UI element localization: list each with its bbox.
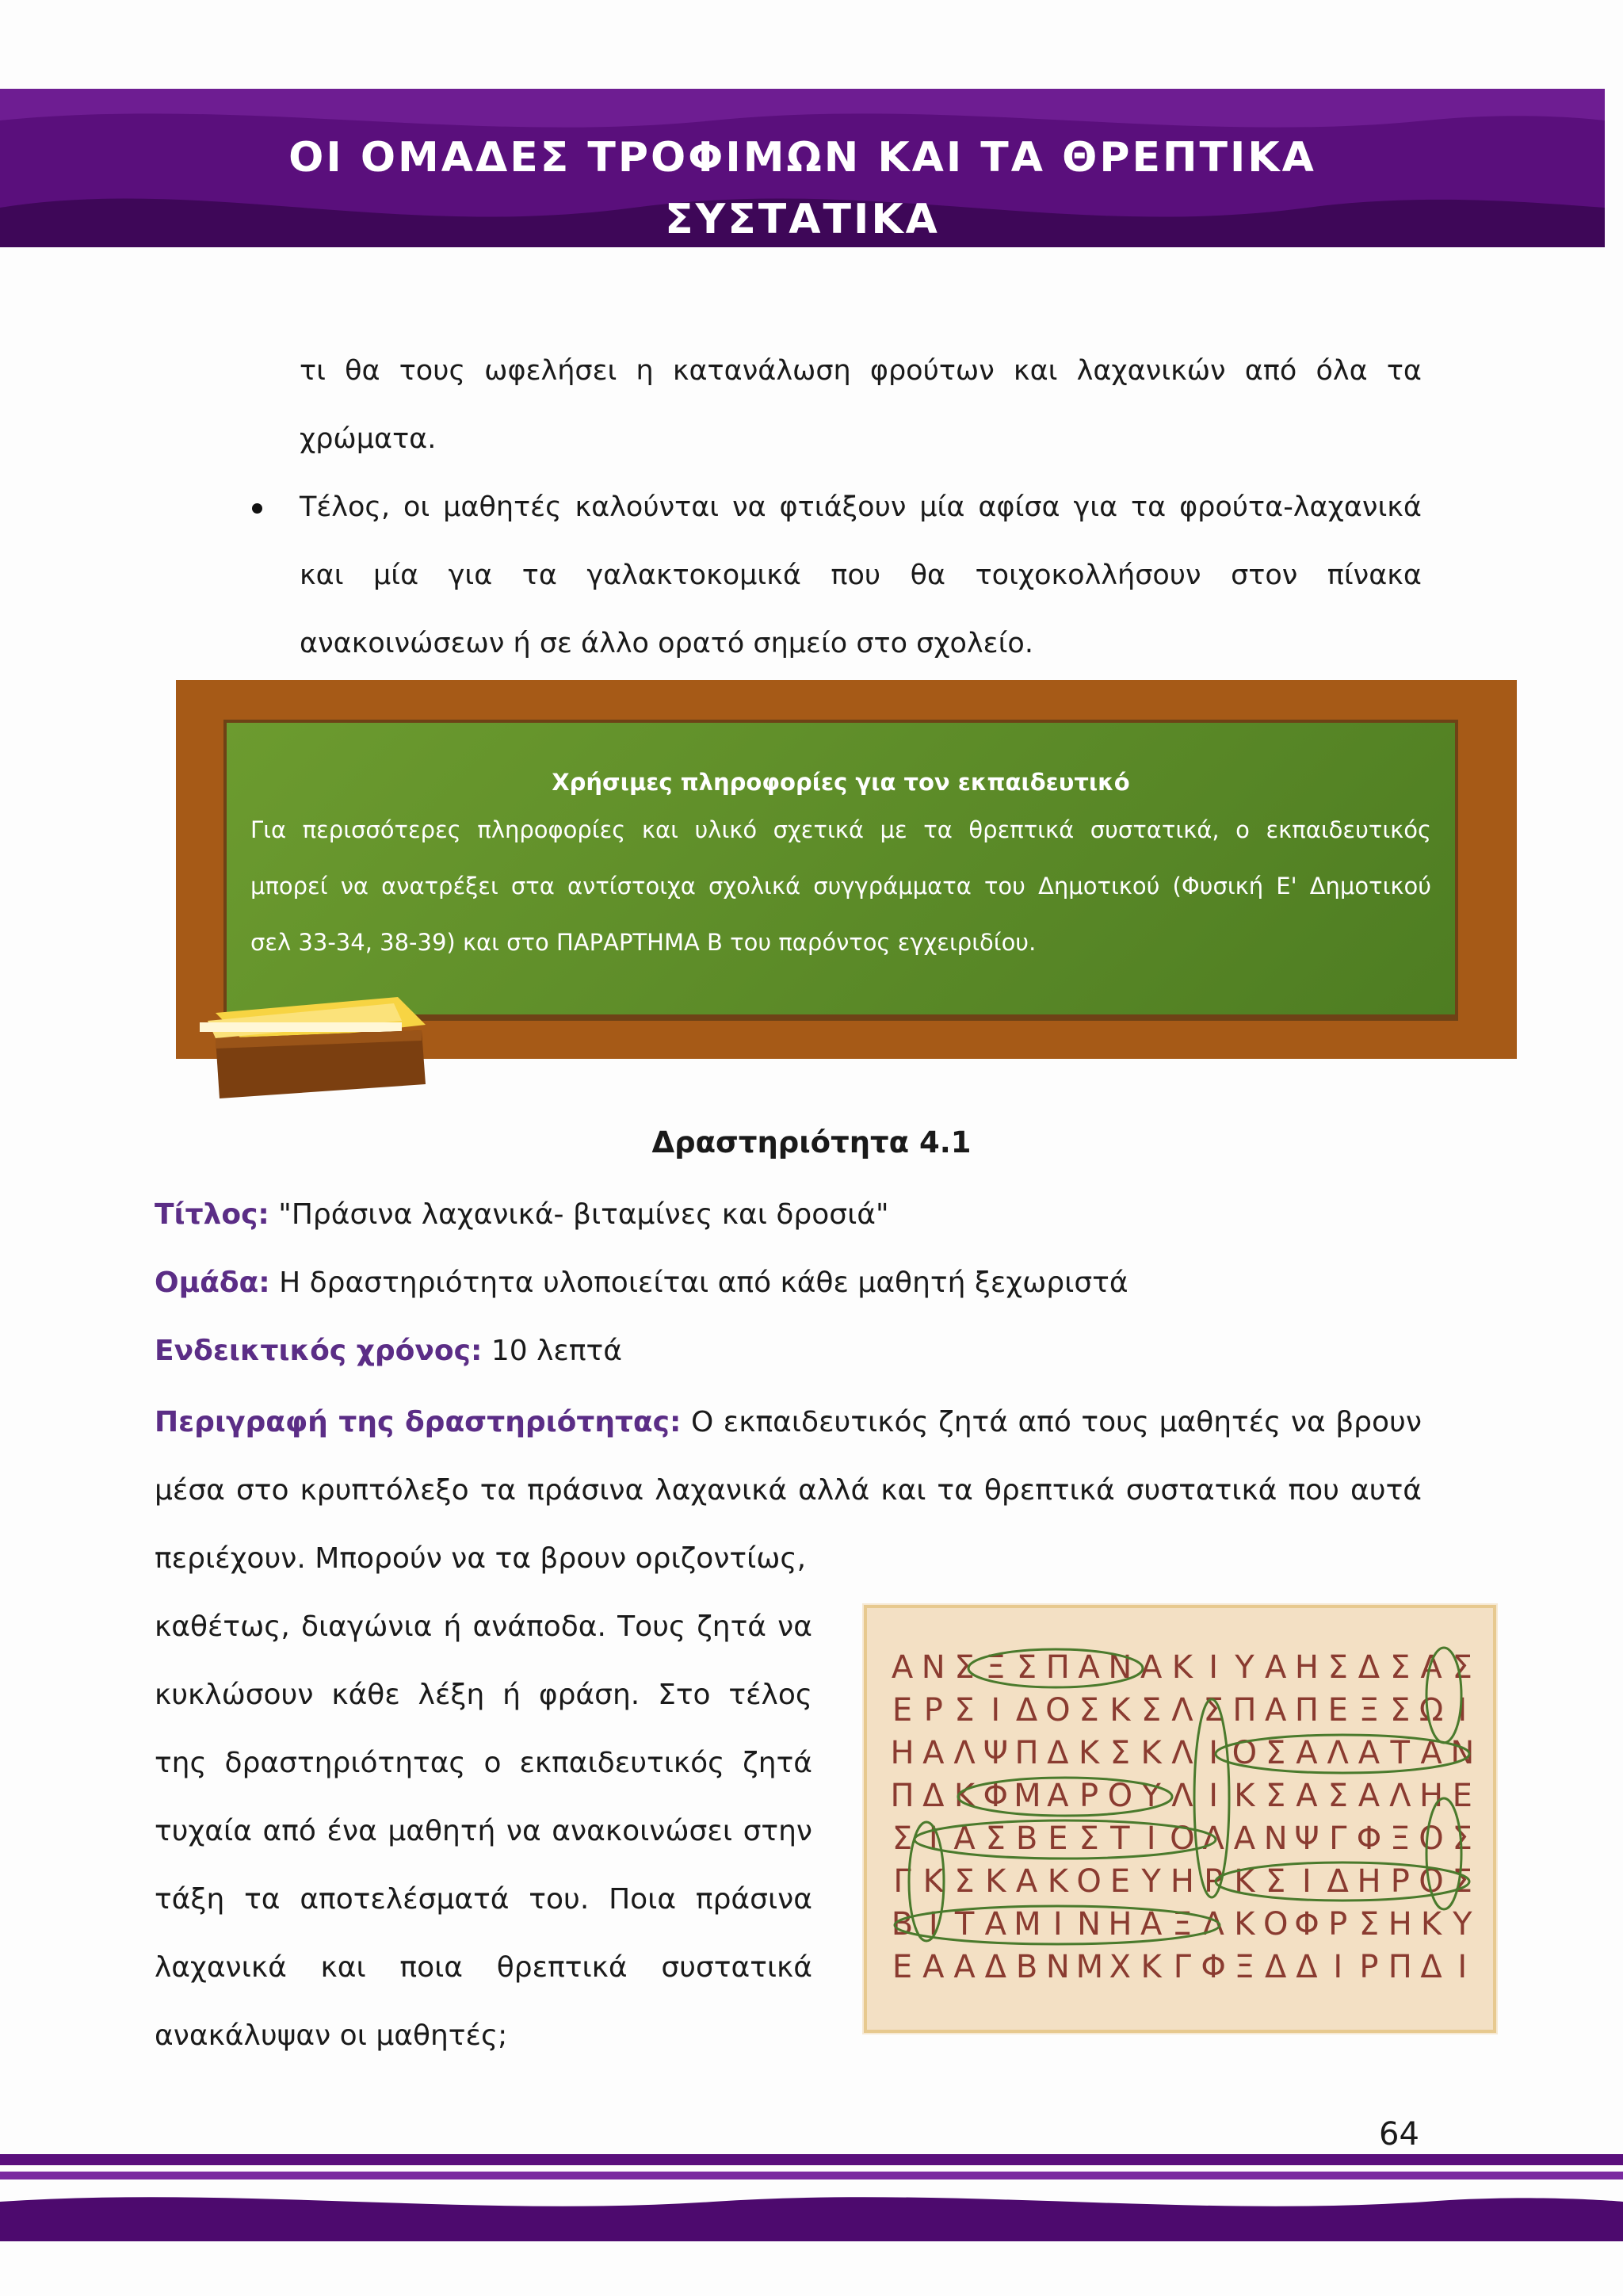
word-search-letter: Ω — [1419, 1692, 1444, 1729]
word-search-letter: Ξ — [1172, 1906, 1193, 1943]
word-search-letter: Λ — [953, 1735, 976, 1771]
bullet-line-2: και μία για τα γαλακτοκομικά που θα τοιχοκολλήσουν στον πίνακα — [300, 560, 1422, 591]
word-search-letter: Υ — [1141, 1863, 1161, 1900]
board-heading: Χρήσιμες πληροφορίες για τον εκπαιδευτικό — [552, 769, 1130, 796]
found-word-oval — [895, 1906, 1220, 1944]
board-line-1: Για περισσότερες πληροφορίες και υλικό σχετικά με τα θρεπτικά συστατικά, ο εκπαιδευτικός — [250, 816, 1431, 843]
word-search-letter: Ι — [928, 1906, 938, 1943]
word-search-letter: Σ — [1266, 1863, 1286, 1900]
word-search-letter: Ι — [1333, 1949, 1343, 1985]
word-search-letter: Λ — [1171, 1692, 1193, 1729]
word-search-letter: Α — [953, 1820, 976, 1857]
word-search-letter: Ι — [1146, 1820, 1156, 1857]
intro-line-1: τι θα τους ωφελήσει η κατανάλωση φρούτων και λαχανικών από όλα τα — [300, 355, 1422, 387]
word-search-letter: Ε — [1327, 1692, 1348, 1729]
word-search-letter: Ι — [1457, 1949, 1468, 1985]
word-search-letter: Ρ — [1204, 1863, 1224, 1900]
word-search-letter: Β — [1015, 1949, 1038, 1985]
description-label: Περιγραφή της δραστηριότητας: — [155, 1406, 682, 1438]
word-search-letter: Τ — [954, 1906, 975, 1943]
word-search-letter: Κ — [1420, 1906, 1442, 1943]
word-search-letter: Κ — [985, 1863, 1006, 1900]
found-word-oval — [1426, 1648, 1461, 1743]
word-search-letter: Α — [1358, 1778, 1381, 1814]
word-search-letter: Κ — [1140, 1735, 1162, 1771]
word-search-letter: Π — [1014, 1735, 1039, 1771]
description-line-8: τάξη τα αποτελέσματά του. Ποια πράσινα — [155, 1883, 812, 1916]
word-search-letter: Α — [1015, 1863, 1038, 1900]
word-search-letter: Σ — [1079, 1692, 1099, 1729]
word-search-letter: Α — [1420, 1735, 1442, 1771]
word-search-letter: Λ — [1171, 1735, 1193, 1771]
word-search-letter: Σ — [892, 1820, 913, 1857]
page-title-line1: ΟΙ ΟΜΑΔΕΣ ΤΡΟΦΙΜΩΝ ΚΑΙ ΤΑ ΘΡΕΠΤΙΚΑ — [288, 134, 1316, 181]
word-search-letter: Ι — [1209, 1735, 1219, 1771]
word-search-letter: Α — [1265, 1649, 1287, 1686]
word-search-letter: Μ — [1075, 1949, 1104, 1985]
word-search-letter: Η — [1357, 1863, 1381, 1900]
word-search-letter: Ε — [892, 1949, 913, 1985]
description-line-5: κυκλώσουν κάθε λέξη ή φράση. Στο τέλος — [155, 1679, 812, 1711]
word-search-letter: Α — [984, 1906, 1006, 1943]
title-value: "Πράσινα λαχανικά- βιταμίνες και δροσιά" — [278, 1198, 889, 1231]
found-word-ovals — [895, 1648, 1469, 1944]
word-search-letter: Κ — [1078, 1735, 1100, 1771]
word-search-letter: Σ — [1327, 1778, 1348, 1814]
word-search-letter: Ι — [928, 1820, 938, 1857]
word-search-letter: Σ — [1266, 1735, 1286, 1771]
word-search-letter: Σ — [1266, 1778, 1286, 1814]
bullet-dot — [252, 503, 262, 514]
bullet-line-3: ανακοινώσεων ή σε άλλο ορατό σημείο στο σχολείο. — [300, 628, 1033, 659]
word-search-letter: Σ — [1203, 1692, 1224, 1729]
found-word-oval — [915, 1820, 1216, 1859]
word-search-letter: Γ — [1173, 1949, 1192, 1985]
footer-decoration — [0, 2154, 1623, 2257]
word-search-letter: Η — [1108, 1906, 1132, 1943]
word-search-letter: Σ — [1140, 1692, 1162, 1729]
activity-group-field — [155, 1266, 1128, 1299]
word-search-letter: Ο — [1076, 1863, 1102, 1900]
intro-line-2: χρώματα. — [300, 423, 437, 455]
word-search-letter: Δ — [1420, 1949, 1442, 1985]
word-search-letter: Δ — [922, 1778, 945, 1814]
word-search-letter: Β — [891, 1906, 914, 1943]
word-search-letter: Ι — [1302, 1863, 1312, 1900]
word-search-letter: Α — [922, 1949, 945, 1985]
description-line-1-text: Ο εκπαιδευτικός ζητά από τους μαθητές να βρουν — [690, 1406, 1422, 1438]
word-search-letter: Ι — [1209, 1778, 1219, 1814]
found-word-oval — [1194, 1699, 1229, 1897]
word-search-letter: Ι — [1209, 1649, 1219, 1686]
word-search-letter: Χ — [1109, 1949, 1132, 1985]
word-search-letter: Ν — [921, 1649, 945, 1686]
word-search-letter: Ρ — [1390, 1863, 1410, 1900]
word-search-letter: Δ — [1015, 1692, 1038, 1729]
group-label: Ομάδα: — [155, 1266, 270, 1299]
word-search-letter: Π — [1045, 1649, 1070, 1686]
word-search-letter: Φ — [1294, 1906, 1319, 1943]
word-search-letter: Π — [1294, 1692, 1319, 1729]
word-search-letter: Λ — [1327, 1735, 1349, 1771]
word-search-letter: Α — [891, 1649, 914, 1686]
word-search-letter: Κ — [1171, 1649, 1193, 1686]
word-search-letter: Α — [1078, 1649, 1100, 1686]
word-search-letter: Α — [1358, 1735, 1381, 1771]
word-search-letter: Ε — [1452, 1778, 1472, 1814]
word-search-letter: Γ — [1329, 1820, 1347, 1857]
time-label: Ενδεικτικός χρόνος: — [155, 1335, 483, 1367]
word-search-letter: Ε — [1109, 1863, 1130, 1900]
word-search-letter: Ν — [1263, 1820, 1288, 1857]
word-search-letter: Κ — [1234, 1863, 1255, 1900]
found-word-oval — [909, 1822, 944, 1941]
word-search-letter: Ο — [1419, 1863, 1444, 1900]
word-search-letter: Α — [1265, 1692, 1287, 1729]
word-search-letter: Ψ — [983, 1735, 1009, 1771]
word-search-letter: Τ — [1110, 1820, 1130, 1857]
word-search-letter: Λ — [1389, 1778, 1411, 1814]
word-search-letter: Ο — [1232, 1735, 1258, 1771]
word-search-letter: Λ — [1171, 1778, 1193, 1814]
word-search-letter: Μ — [1014, 1906, 1041, 1943]
page-title-line2: ΣΥΣΤΑΤΙΚΑ — [665, 196, 940, 243]
chalk-eraser-icon — [200, 965, 430, 1098]
word-search-letter: Σ — [1109, 1735, 1130, 1771]
word-search-letter: Δ — [984, 1949, 1006, 1985]
word-search-letter: Ο — [1419, 1820, 1444, 1857]
word-search-letter: Υ — [1453, 1906, 1472, 1943]
word-search-letter: Ο — [1107, 1778, 1133, 1814]
word-search-letter: Κ — [1047, 1863, 1068, 1900]
page-number: 64 — [1379, 2116, 1419, 2153]
word-search-letter: Α — [1420, 1649, 1442, 1686]
word-search-letter: Κ — [953, 1778, 976, 1814]
word-search-letter: Δ — [1265, 1949, 1287, 1985]
word-search-letter: Σ — [1390, 1692, 1411, 1729]
word-search-letter: Σ — [1452, 1863, 1472, 1900]
word-search-letter: Σ — [1016, 1649, 1037, 1686]
description-line-7: τυχαία από ένα μαθητή να ανακοινώσει στην — [155, 1815, 812, 1847]
word-search-letter: Κ — [922, 1863, 944, 1900]
word-search-letter: Π — [1388, 1949, 1412, 1985]
word-search-letter: Τ — [1390, 1735, 1410, 1771]
board-line-3: σελ 33-34, 38-39) και στο ΠΑΡΑΡΤΗΜΑ Β του παρόντος εγχειριδίου. — [250, 929, 1037, 956]
word-search-letter: Ξ — [1358, 1692, 1380, 1729]
word-search-letter: Σ — [1358, 1906, 1380, 1943]
word-search-letter: Ν — [1077, 1906, 1102, 1943]
word-search-letter: Κ — [1140, 1949, 1162, 1985]
word-search-letter: Δ — [1047, 1735, 1069, 1771]
board-text — [250, 802, 1431, 971]
word-search-letter: Δ — [1296, 1949, 1318, 1985]
word-search-letter: Φ — [1356, 1820, 1382, 1857]
word-search-letter: Β — [1015, 1820, 1038, 1857]
word-search-letter: Ι — [1457, 1692, 1468, 1729]
description-line-10: ανακάλυψαν οι μαθητές; — [155, 2019, 508, 2052]
found-word-oval — [1216, 1735, 1469, 1773]
description-line-4: καθέτως, διαγώνια ή ανάποδα. Τους ζητά να — [155, 1610, 812, 1643]
word-search-letter: Ψ — [1294, 1820, 1319, 1857]
word-search-letter: Α — [1296, 1778, 1318, 1814]
word-search-letter: Α — [1233, 1820, 1256, 1857]
word-search-letter: Σ — [1327, 1649, 1348, 1686]
description-line-3: περιέχουν. Μπορούν να τα βρουν οριζοντίως, — [155, 1542, 807, 1575]
activity-title-field — [155, 1198, 889, 1231]
word-search-letter: Ν — [1108, 1649, 1132, 1686]
word-search-letter: Σ — [1079, 1820, 1099, 1857]
description-line-9: λαχανικά και ποια θρεπτικά συστατικά — [155, 1951, 812, 1984]
activity-heading: Δραστηριότητα 4.1 — [651, 1125, 972, 1159]
word-search-letter: Α — [1140, 1906, 1163, 1943]
word-search-letter: Ν — [1045, 1949, 1070, 1985]
word-search-letter: Ξ — [1234, 1949, 1255, 1985]
word-search-letter: Η — [1419, 1778, 1444, 1814]
found-word-oval — [968, 1649, 1143, 1687]
found-word-oval — [958, 1778, 1172, 1816]
time-value: 10 λεπτά — [491, 1335, 622, 1367]
word-search-letter: Σ — [954, 1649, 975, 1686]
word-search-letter: Σ — [954, 1863, 975, 1900]
word-search-letter: Σ — [1452, 1649, 1472, 1686]
word-search-letter: Λ — [1202, 1906, 1224, 1943]
word-search-letter: Π — [890, 1778, 915, 1814]
word-search-letter: Ο — [1045, 1692, 1071, 1729]
word-search-letter: Ο — [1170, 1820, 1195, 1857]
word-search-letter: Ξ — [1390, 1820, 1411, 1857]
word-search-letter: Κ — [1109, 1692, 1131, 1729]
word-search-circles — [867, 1608, 1493, 2030]
activity-time-field — [155, 1335, 622, 1367]
word-search-letter: Η — [1170, 1863, 1194, 1900]
word-search-letter: Α — [1140, 1649, 1163, 1686]
word-search-letter: Σ — [1390, 1649, 1411, 1686]
word-search-letter: Ρ — [1079, 1778, 1099, 1814]
word-search-letter: Ε — [1048, 1820, 1068, 1857]
word-search-letter: Ι — [1052, 1906, 1063, 1943]
description-line-6: της δραστηριότητας ο εκπαιδευτικός ζητά — [155, 1747, 812, 1779]
page-title — [0, 127, 1605, 247]
word-search-letter: Δ — [1327, 1863, 1349, 1900]
word-search-letter: Α — [922, 1735, 945, 1771]
word-search-letter: Ο — [1262, 1906, 1289, 1943]
word-search-letter: Α — [1296, 1735, 1318, 1771]
word-search-letter: Δ — [1358, 1649, 1381, 1686]
header-banner — [0, 89, 1605, 247]
word-search-letter: Ρ — [1328, 1906, 1348, 1943]
word-search-letter: Η — [1294, 1649, 1319, 1686]
description-line-2: μέσα στο κρυπτόλεξο τα πράσινα λαχανικά αλλά και τα θρεπτικά συστατικά που αυτά — [155, 1474, 1422, 1507]
word-search-letter: Γ — [893, 1863, 911, 1900]
word-search-letter: Α — [953, 1949, 976, 1985]
word-search-letter: Υ — [1235, 1649, 1254, 1686]
bullet-line-1: Τέλος, οι μαθητές καλούνται να φτιάξουν μία αφίσα για τα φρούτα-λαχανικά — [300, 491, 1422, 523]
word-search-letter: Κ — [1234, 1906, 1255, 1943]
word-search-letter: Λ — [1202, 1820, 1224, 1857]
word-search-letter: Κ — [1234, 1778, 1255, 1814]
description-line-1 — [155, 1389, 1422, 1457]
word-search-letter: Φ — [1201, 1949, 1226, 1985]
word-search-letter: Α — [1047, 1778, 1069, 1814]
word-search-letter: Ρ — [1359, 1949, 1379, 1985]
word-search-letter: Υ — [1141, 1778, 1161, 1814]
word-search-letter: Η — [890, 1735, 915, 1771]
word-search-letter: Ι — [991, 1692, 1001, 1729]
word-search-letter: Μ — [1014, 1778, 1041, 1814]
board-line-2: μπορεί να ανατρέξει στα αντίστοιχα σχολικά συγγράμματα του Δημοτικού (Φυσική Ε' Δημοτικού — [250, 873, 1431, 900]
word-search-letter: Σ — [1452, 1820, 1472, 1857]
word-search-letter: Π — [1232, 1692, 1257, 1729]
word-search-letter: Σ — [954, 1692, 975, 1729]
word-search-letter: Φ — [983, 1778, 1009, 1814]
word-search-letter: Η — [1388, 1906, 1412, 1943]
word-search-letter: Ξ — [985, 1649, 1006, 1686]
word-search-letter: Ρ — [923, 1692, 943, 1729]
word-search-letter: Σ — [985, 1820, 1006, 1857]
title-label: Τίτλος: — [155, 1198, 269, 1231]
word-search-puzzle — [864, 1605, 1496, 2033]
group-value: Η δραστηριότητα υλοποιείται από κάθε μαθητή ξεχωριστά — [279, 1266, 1128, 1299]
word-search-letter: Ε — [892, 1692, 913, 1729]
word-search-letter: Ν — [1450, 1735, 1475, 1771]
